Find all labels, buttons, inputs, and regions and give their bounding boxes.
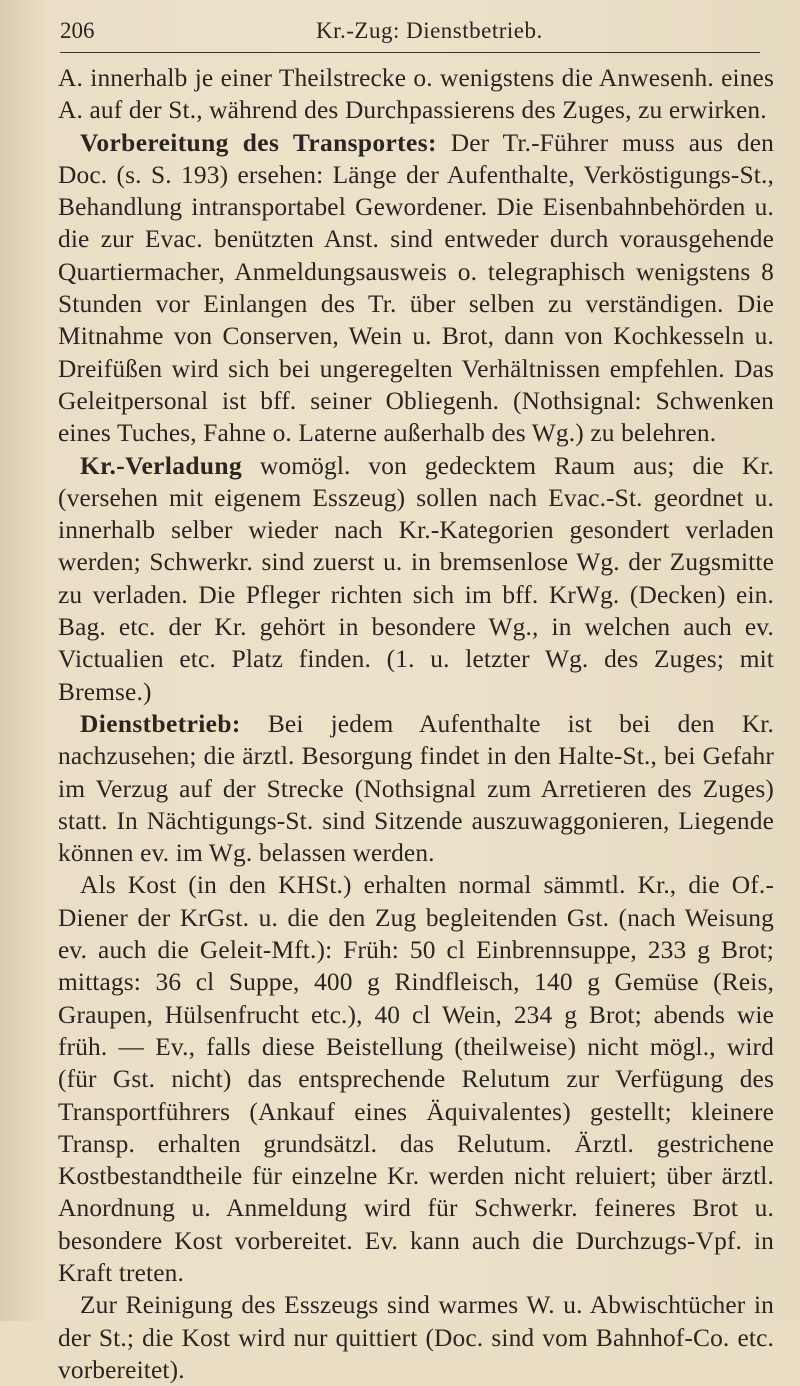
page-body	[58, 62, 774, 1386]
paragraph-text: A. innerhalb je einer Theilstrecke o. wenigstens die Anwesenh. eines A. auf der St., während des Durchpassierens des Zuges, zu erwirken.	[58, 64, 774, 125]
paragraph-text: Zur Reinigung des Esszeugs sind warmes W. u. Abwischtücher in der St.; die Kost wird nur quittiert (Doc. sind vom Bahnhof-Co. etc. vorbereitet).	[58, 1291, 774, 1384]
page-header	[60, 18, 760, 52]
section-heading-kr-verladung: Kr.-Verladung	[80, 451, 243, 480]
paragraph-dienstbetrieb	[58, 708, 774, 869]
page-number: 206	[60, 18, 95, 43]
paragraph-continuation	[58, 62, 774, 127]
paragraph-reinigung	[58, 1289, 774, 1386]
paragraph-vorbereitung	[58, 127, 774, 450]
paragraph-text: Der Tr.-Führer muss aus den Doc. (s. S. 193) ersehen: Länge der Aufenthalte, Verköstigungs-St., Behandlung intransportabel Gewordener. Die Eisenbahnbehörden u. die zur Evac. benützten Anst. sind entweder durch vorausgehende Quartiermacher, Anmeldungsausweis o. telegraphisch wenigstens 8 Stunden vor Einlangen des Tr. über selben zu verständigen. Die Mitnahme von Conserven, Wein u. Brot, dann von Kochkesseln u. Dreifüßen wird sich bei ungeregelten Verhältnissen empfehlen. Das Geleitpersonal ist bff. seiner Obliegenh. (Nothsignal: Schwenken eines Tuches, Fahne o. Laterne außerhalb des Wg.) zu belehren.	[58, 128, 774, 448]
paragraph-kr-verladung	[58, 450, 774, 708]
section-heading-dienstbetrieb: Dienstbetrieb:	[80, 709, 241, 738]
paragraph-text: Als Kost (in den KHSt.) erhalten normal sämmtl. Kr., die Of.-Diener der KrGst. u. die den Zug begleitenden Gst. (nach Weisung ev. auch die Geleit-Mft.): Früh: 50 cl Einbrennsuppe, 233 g Brot; mittags: 36 cl Suppe, 400 g Rindfleisch, 140 g Gemüse (Reis, Graupen, Hülsenfrucht etc.), 40 cl Wein, 234 g Brot; abends wie früh. — Ev., falls diese Beistellung (theilweise) nicht mögl., wird (für Gst. nicht) das entsprechende Relutum zur Verfügung des Transportführers (Ankauf eines Äquivalentes) gestellt; kleinere Transp. erhalten grundsätzl. das Relutum. Ärztl. gestrichene Kostbestandtheile für einzelne Kr. werden nicht reluiert; über ärztl. Anordnung u. Anmeldung wird für Schwerkr. feineres Brot u. besondere Kost vorbereitet. Ev. kann auch die Durchzugs-Vpf. in Kraft treten.	[58, 871, 774, 1287]
paragraph-text: Bei jedem Aufenthalte ist bei den Kr. nachzusehen; die ärztl. Besorgung findet in den Halte-St., bei Gefahr im Verzug auf der Strecke (Nothsignal zum Arretieren des Zuges) statt. In Nächtigungs-St. sind Sitzende auszuwaggonieren, Liegende können ev. im Wg. belassen werden.	[58, 709, 775, 868]
paragraph-text: womögl. von gedecktem Raum aus; die Kr. (versehen mit eigenem Esszeug) sollen nach Evac.-St. geordnet u. innerhalb selber wieder nach Kr.-Kategorien gesondert verladen werden; Schwerkr. sind zuerst u. in bremsenlose Wg. der Zugsmitte zu verladen. Die Pfleger richten sich im bff. KrWg. (Decken) ein. Bag. etc. der Kr. gehört in besondere Wg., in welchen auch ev. Victualien etc. Platz finden. (1. u. letzter Wg. des Zuges; mit Bremse.)	[58, 451, 775, 706]
section-heading-vorbereitung: Vorbereitung des Transportes:	[80, 128, 437, 157]
paragraph-kost	[58, 869, 774, 1289]
running-head: Kr.-Zug: Dienstbetrieb.	[316, 18, 543, 43]
header-rule	[60, 52, 760, 53]
